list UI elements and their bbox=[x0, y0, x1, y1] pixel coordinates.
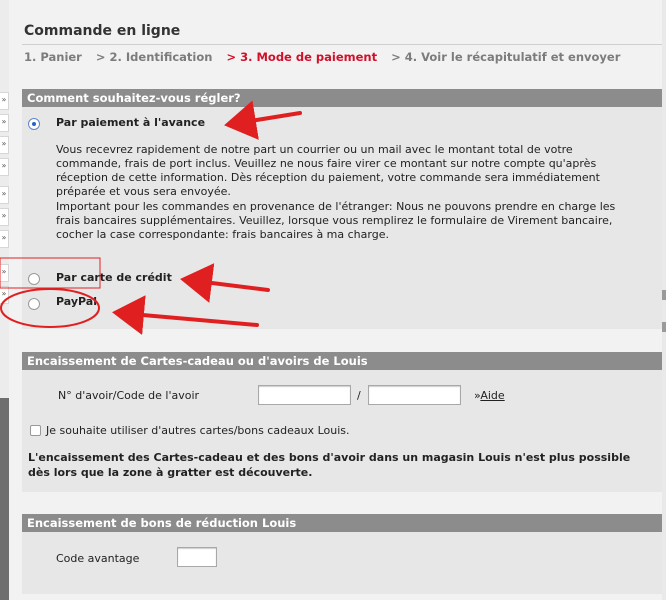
side-tab[interactable]: » bbox=[0, 186, 9, 204]
side-tab[interactable]: » bbox=[0, 136, 9, 154]
foreign-orders-note bbox=[56, 200, 636, 242]
radio-advance-payment[interactable] bbox=[28, 118, 40, 130]
radio-credit-card[interactable] bbox=[28, 273, 40, 285]
discount-panel-header: Encaissement de bons de réduction Louis bbox=[22, 514, 662, 532]
step-identification[interactable]: > 2. Identification bbox=[95, 50, 213, 64]
left-edge-dark-block bbox=[0, 398, 9, 600]
help-link-prefix: » bbox=[474, 389, 481, 402]
voucher-code-input[interactable] bbox=[368, 385, 461, 405]
advance-payment-text: Vous recevrez rapidement de notre part un courrier ou un mail avec le montant total de votre commande, frais de port inclus. Veuillez ne nous faire virer ce montant sur notre compte qu'après réception de cette information. Dès réception du paiement, votre commande sera immédiatement préparée et vous sera envoyée. bbox=[56, 143, 600, 198]
help-link[interactable] bbox=[474, 389, 505, 402]
voucher-separator: / bbox=[357, 389, 361, 402]
step-cart[interactable]: 1. Panier bbox=[24, 50, 82, 64]
radio-paypal[interactable] bbox=[28, 298, 40, 310]
page-title: Commande en ligne bbox=[24, 23, 181, 39]
right-edge-marker bbox=[662, 290, 666, 300]
side-tab[interactable]: » bbox=[0, 230, 9, 248]
credit-card-label[interactable]: Par carte de crédit bbox=[56, 271, 172, 284]
voucher-code-label: N° d'avoir/Code de l'avoir bbox=[58, 389, 200, 402]
step-review-send: > 4. Voir le récapitulatif et envoyer bbox=[391, 50, 621, 64]
other-gift-cards-checkbox[interactable] bbox=[30, 425, 41, 436]
other-gift-cards-label[interactable]: Je souhaite utiliser d'autres cartes/bons cadeaux Louis. bbox=[46, 424, 350, 437]
checkout-steps bbox=[24, 50, 630, 64]
paypal-label[interactable]: PayPal bbox=[56, 295, 97, 308]
side-tab[interactable]: » bbox=[0, 158, 9, 176]
side-tab[interactable]: » bbox=[0, 286, 9, 304]
advance-payment-label[interactable]: Par paiement à l'avance bbox=[56, 116, 206, 129]
discount-code-input[interactable] bbox=[177, 547, 217, 567]
side-tab[interactable]: » bbox=[0, 208, 9, 226]
gift-card-notice: L'encaissement des Cartes-cadeau et des bons d'avoir dans un magasin Louis n'est plus possible dès lors que la zone à gratter est découverte. bbox=[28, 451, 631, 479]
right-edge-marker bbox=[662, 322, 666, 332]
title-divider bbox=[22, 44, 662, 45]
help-link-text[interactable]: Aide bbox=[480, 389, 505, 402]
foreign-orders-text: Important pour les commandes en provenance de l'étranger: Nous ne pouvons prendre en charge les frais bancaires supplémentaires. Veuillez, lorsque vous remplirez le formulaire de Virement bancaire, cocher la case correspondante: frais bancaires à ma charge. bbox=[56, 200, 616, 241]
discount-code-label: Code avantage bbox=[56, 552, 140, 565]
side-tab[interactable]: » bbox=[0, 264, 9, 282]
payment-panel-header: Comment souhaitez-vous régler? bbox=[22, 89, 662, 107]
side-tab[interactable]: » bbox=[0, 92, 9, 110]
gift-card-panel-header: Encaissement de Cartes-cadeau ou d'avoirs de Louis bbox=[22, 352, 662, 370]
voucher-number-input[interactable] bbox=[258, 385, 351, 405]
advance-payment-description bbox=[56, 143, 636, 199]
right-edge-strip bbox=[662, 0, 666, 600]
side-tab[interactable]: » bbox=[0, 114, 9, 132]
left-edge-strip bbox=[0, 0, 9, 600]
step-payment-method: > 3. Mode de paiement bbox=[226, 50, 378, 64]
